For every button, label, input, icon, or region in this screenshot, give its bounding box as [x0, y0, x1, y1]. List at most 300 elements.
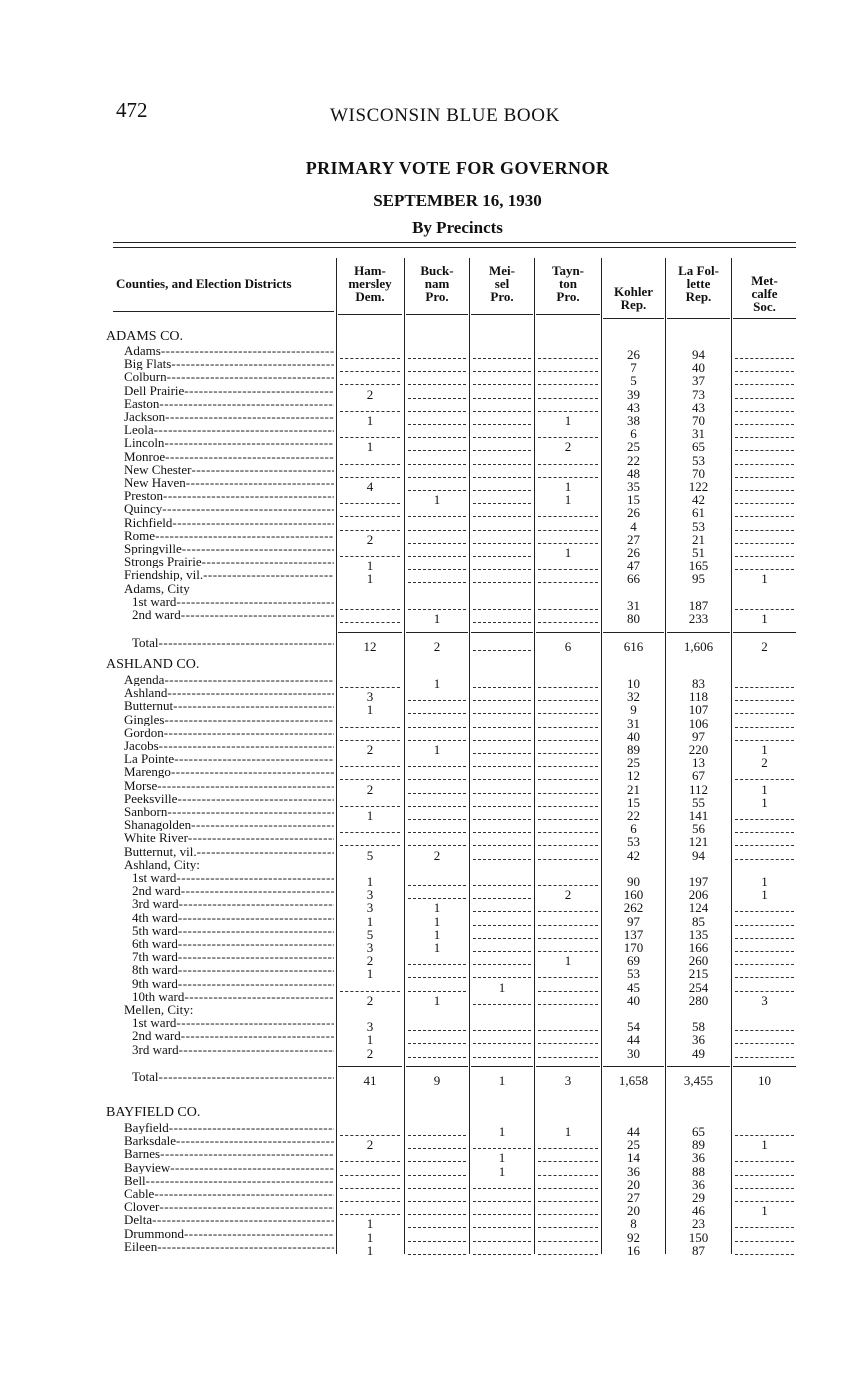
vote-cell: 25 [627, 755, 640, 771]
column-header-line: calfe [751, 286, 778, 301]
ward-label-text: 5th ward [132, 923, 178, 937]
vote-cell: 16 [627, 1242, 640, 1258]
vote-cell: 2 [366, 386, 374, 402]
vote-cell: 42 [692, 492, 705, 508]
vote-cell: 43 [692, 399, 705, 415]
vote-cell: 1 [564, 413, 572, 428]
empty-cell [408, 806, 466, 807]
district-label [124, 357, 334, 370]
empty-cell [473, 951, 531, 952]
empty-cell [538, 622, 598, 623]
district-label [124, 436, 334, 449]
empty-cell [473, 384, 531, 385]
district-label [124, 344, 334, 357]
vote-cell: 26 [627, 347, 640, 362]
district-label-text: Rome [124, 528, 156, 542]
vote-cell: 31 [692, 426, 705, 442]
empty-cell [340, 1135, 400, 1136]
district-label [124, 1200, 334, 1213]
district-label-text: Agenda [124, 673, 165, 686]
vote-cell: 54 [627, 1019, 640, 1035]
empty-cell [735, 977, 794, 978]
empty-cell [473, 398, 531, 399]
vote-cell: 35 [627, 479, 640, 494]
ward-label-text: 9th ward [132, 976, 178, 990]
vote-cell: 22 [627, 452, 640, 468]
district-label-text: Ashland [124, 686, 168, 700]
empty-cell [735, 464, 794, 465]
empty-cell [538, 411, 598, 412]
empty-cell [735, 700, 794, 701]
ward-label [132, 924, 334, 937]
vote-cell: 26 [627, 545, 640, 560]
vote-cell: 47 [627, 558, 640, 574]
city-header-text: Adams, City [124, 581, 190, 595]
district-label-text: La Pointe [124, 752, 175, 766]
empty-cell [735, 543, 794, 544]
empty-cell [538, 753, 598, 754]
empty-cell [408, 700, 466, 701]
vote-cell: 1 [564, 545, 572, 560]
district-label [124, 410, 334, 423]
vote-cell: 88 [692, 1163, 705, 1179]
district-label-text: Strongs Prairie [124, 555, 202, 569]
empty-cell [735, 411, 794, 412]
empty-cell [538, 819, 598, 820]
vote-cell: 2 [564, 439, 572, 455]
vote-cell: 137 [623, 926, 644, 942]
election-date: SEPTEMBER 16, 1930 [373, 191, 542, 210]
empty-cell [340, 832, 400, 833]
vote-cell: 1 [564, 953, 572, 969]
empty-cell [735, 569, 794, 570]
empty-cell [408, 569, 466, 570]
empty-cell [735, 398, 794, 399]
district-label-text: Colburn [124, 370, 167, 384]
district-label [124, 739, 334, 752]
empty-cell [340, 622, 400, 623]
vote-cell: 1 [761, 611, 768, 626]
district-label [124, 516, 334, 529]
district-label [124, 805, 334, 818]
empty-cell [538, 1227, 598, 1228]
vote-cell: 55 [692, 794, 705, 810]
vote-cell: 1 [433, 913, 441, 929]
empty-cell [340, 845, 400, 846]
vote-cell: 4 [630, 518, 637, 534]
empty-cell [538, 951, 598, 952]
total-cell: 6 [564, 639, 572, 654]
empty-cell [735, 925, 794, 926]
empty-cell [473, 1201, 531, 1202]
empty-cell [473, 793, 531, 794]
empty-cell [408, 556, 466, 557]
empty-cell [408, 793, 466, 794]
empty-cell [408, 1161, 466, 1162]
total-rule [406, 632, 468, 633]
column-header-line: Kohler [614, 284, 653, 299]
empty-cell [473, 1241, 531, 1242]
vote-cell: 36 [692, 1032, 705, 1048]
district-label [124, 476, 334, 489]
empty-cell [473, 530, 531, 531]
vote-cell: 1 [366, 874, 374, 889]
vote-cell: 30 [627, 1045, 640, 1061]
district-label [124, 792, 334, 805]
total-cell: 12 [363, 639, 377, 654]
vote-cell: 95 [692, 571, 705, 587]
vote-cell: 1 [761, 887, 768, 903]
district-label [124, 463, 334, 476]
vote-cell: 1 [761, 781, 768, 797]
vote-cell: 85 [692, 913, 705, 929]
empty-cell [408, 991, 466, 992]
vote-cell: 106 [688, 715, 709, 731]
empty-cell [538, 700, 598, 701]
district-label [124, 1240, 334, 1253]
vote-cell: 1 [761, 1137, 768, 1153]
ward-label [132, 1016, 334, 1029]
ward-label-text: 1st ward [132, 871, 177, 884]
empty-cell [735, 1030, 794, 1031]
empty-cell [538, 1201, 598, 1202]
empty-cell [735, 609, 794, 610]
empty-cell [473, 740, 531, 741]
empty-cell [473, 569, 531, 570]
district-label-text: Big Flats [124, 357, 172, 371]
empty-cell [735, 450, 794, 451]
empty-cell [735, 845, 794, 846]
total-rule [603, 632, 664, 633]
empty-cell [408, 464, 466, 465]
district-label [124, 1134, 334, 1147]
empty-cell [735, 556, 794, 557]
vote-cell: 3 [366, 1019, 374, 1035]
district-label-text: Bayfield [124, 1121, 169, 1134]
vote-cell: 51 [692, 545, 705, 560]
district-label [124, 673, 334, 686]
city-header [124, 582, 334, 595]
vote-cell: 23 [692, 1216, 705, 1232]
vote-cell: 49 [692, 1045, 705, 1061]
total-rule [471, 1066, 533, 1067]
vote-cell: 1 [498, 1163, 506, 1179]
empty-cell [408, 424, 466, 425]
empty-cell [538, 885, 598, 886]
empty-cell [473, 1057, 531, 1058]
empty-cell [473, 885, 531, 886]
empty-cell [408, 437, 466, 438]
empty-cell [735, 371, 794, 372]
empty-cell [473, 938, 531, 939]
ward-label-text: 3rd ward [132, 897, 179, 911]
vote-cell: 44 [627, 1124, 640, 1139]
vote-cell: 1 [366, 1032, 374, 1048]
district-label-text: Adams [124, 344, 161, 357]
empty-cell [735, 1188, 794, 1189]
vote-cell: 65 [692, 439, 705, 455]
column-header-line: Pro. [425, 289, 449, 304]
total-cell: 616 [623, 639, 644, 654]
empty-cell [735, 503, 794, 504]
district-label-text: Quincy [124, 502, 163, 516]
empty-cell [408, 384, 466, 385]
column-header-line: Tayn- [551, 263, 585, 278]
empty-cell [408, 1175, 466, 1176]
empty-cell [538, 1057, 598, 1058]
total-cell: 1,658 [618, 1073, 649, 1088]
district-label [124, 529, 334, 542]
vote-cell: 31 [627, 597, 640, 613]
district-label [124, 1147, 334, 1160]
empty-cell [735, 1135, 794, 1136]
district-label-text: Gordon [124, 725, 164, 739]
vote-cell: 1 [498, 1150, 506, 1166]
empty-cell [538, 1148, 598, 1149]
vote-cell: 124 [688, 900, 709, 916]
empty-cell [408, 398, 466, 399]
empty-cell [538, 1241, 598, 1242]
empty-cell [735, 1227, 794, 1228]
district-label-text: Leola [124, 423, 154, 437]
ward-label [132, 950, 334, 963]
empty-cell [340, 806, 400, 807]
vote-cell: 170 [623, 940, 644, 955]
district-label-text: Lincoln [124, 436, 165, 450]
empty-cell [340, 358, 400, 359]
empty-cell [735, 964, 794, 965]
total-cell: 1,606 [683, 639, 714, 654]
total-rule [733, 1066, 796, 1067]
empty-cell [408, 1188, 466, 1189]
empty-cell [473, 727, 531, 728]
vote-cell: 10 [627, 676, 640, 691]
ward-label-text: 6th ward [132, 937, 178, 950]
column-header-line: La Fol- [678, 263, 719, 278]
vote-cell: 37 [692, 373, 705, 389]
empty-cell [408, 779, 466, 780]
vote-cell: 1 [498, 1124, 506, 1139]
district-label [124, 397, 334, 410]
empty-cell [408, 885, 466, 886]
empty-cell [473, 490, 531, 491]
district-label-text: Delta [124, 1213, 153, 1227]
vote-cell: 58 [692, 1019, 705, 1035]
empty-cell [408, 898, 466, 899]
empty-cell [340, 503, 400, 504]
vote-cell: 1 [433, 940, 441, 955]
empty-cell [735, 713, 794, 714]
vote-cell: 1 [366, 913, 374, 929]
vote-cell: 3 [366, 940, 374, 955]
empty-cell [340, 991, 400, 992]
district-label [124, 384, 334, 397]
vote-cell: 1 [366, 439, 374, 455]
vote-cell: 1 [366, 1242, 374, 1258]
empty-cell [473, 650, 531, 651]
district-label-text: Gingles [124, 712, 165, 726]
district-label [124, 845, 334, 858]
district-label-text: Sanborn [124, 805, 168, 818]
vote-cell: 1 [366, 808, 374, 823]
empty-cell [538, 477, 598, 478]
empty-cell [538, 938, 598, 939]
empty-cell [340, 1161, 400, 1162]
empty-cell [340, 371, 400, 372]
empty-cell [473, 911, 531, 912]
empty-cell [473, 1043, 531, 1044]
empty-cell [408, 477, 466, 478]
empty-cell [408, 1241, 466, 1242]
district-label-text: Preston [124, 489, 163, 503]
vote-cell: 65 [692, 1124, 705, 1139]
empty-cell [538, 911, 598, 912]
vote-cell: 5 [366, 926, 374, 942]
county-name [106, 658, 334, 671]
vote-cell: 187 [688, 597, 709, 613]
vote-cell: 2 [366, 1045, 374, 1061]
vote-cell: 45 [627, 979, 640, 995]
subtitle: By Precincts [412, 218, 503, 237]
vote-cell: 1 [564, 479, 572, 494]
empty-cell [735, 859, 794, 860]
vote-cell: 1 [498, 979, 506, 995]
empty-cell [473, 516, 531, 517]
total-label [132, 636, 334, 649]
column-header-line: Rep. [620, 297, 647, 312]
total-rule [338, 1066, 402, 1067]
vote-cell: 56 [692, 821, 705, 837]
empty-cell [473, 609, 531, 610]
total-rule [603, 1066, 664, 1067]
vote-cell: 44 [627, 1032, 640, 1048]
empty-cell [408, 358, 466, 359]
column-header-line: sel [494, 276, 510, 291]
empty-cell [735, 1254, 794, 1255]
vote-cell: 32 [627, 689, 640, 705]
vote-cell: 2 [366, 992, 374, 1008]
vote-cell: 1 [433, 926, 441, 942]
vote-cell: 2 [366, 531, 374, 547]
vote-cell: 89 [627, 742, 640, 757]
vote-cell: 67 [692, 768, 705, 784]
empty-cell [538, 358, 598, 359]
vote-cell: 112 [688, 781, 709, 797]
empty-cell [408, 1148, 466, 1149]
vote-cell: 9 [630, 702, 637, 718]
county-name [106, 330, 334, 343]
empty-cell [538, 569, 598, 570]
district-label [124, 726, 334, 739]
empty-cell [473, 964, 531, 965]
empty-cell [408, 1135, 466, 1136]
empty-cell [538, 845, 598, 846]
vote-cell: 94 [692, 847, 705, 863]
vote-cell: 1 [564, 492, 572, 508]
empty-cell [735, 687, 794, 688]
empty-cell [473, 1148, 531, 1149]
empty-cell [473, 977, 531, 978]
vote-cell: 3 [366, 900, 374, 916]
column-header-line: Buck- [420, 263, 454, 278]
vote-cell: 53 [692, 452, 705, 468]
empty-cell [408, 450, 466, 451]
empty-cell [538, 371, 598, 372]
vote-cell: 66 [627, 571, 640, 587]
vote-cell: 7 [630, 360, 637, 376]
empty-cell [538, 1030, 598, 1031]
column-header-line: Rep. [685, 289, 712, 304]
empty-cell [735, 727, 794, 728]
vote-cell: 1 [366, 966, 374, 982]
empty-cell [538, 398, 598, 399]
vote-cell: 1 [366, 413, 374, 428]
vote-cell: 46 [692, 1203, 705, 1219]
vote-cell: 2 [366, 781, 374, 797]
vote-cell: 20 [627, 1176, 640, 1192]
vote-cell: 260 [688, 953, 709, 969]
ward-label [132, 937, 334, 950]
empty-cell [538, 859, 598, 860]
vote-cell: 141 [688, 808, 709, 823]
district-label [124, 818, 334, 831]
district-label-text: Clover [124, 1200, 160, 1214]
district-label-text: Drummond [124, 1226, 184, 1240]
vote-cell: 6 [630, 821, 637, 837]
vote-cell: 2 [433, 847, 441, 863]
district-label-text: New Haven [124, 476, 186, 489]
vote-cell: 40 [692, 360, 705, 376]
vote-cell: 166 [688, 940, 709, 955]
empty-cell [473, 411, 531, 412]
empty-cell [408, 582, 466, 583]
empty-cell [473, 1227, 531, 1228]
empty-cell [408, 371, 466, 372]
district-label-text: Barksdale [124, 1134, 176, 1148]
vote-cell: 4 [366, 479, 374, 494]
vote-cell: 15 [627, 492, 640, 508]
empty-cell [735, 991, 794, 992]
empty-cell [538, 516, 598, 517]
district-label-text: Shanagolden [124, 818, 192, 832]
vote-cell: 27 [627, 531, 640, 547]
empty-cell [340, 437, 400, 438]
vote-cell: 22 [627, 808, 640, 823]
total-cell: 41 [363, 1073, 377, 1088]
district-label-text: Butternut [124, 699, 174, 713]
ward-label-text: 2nd ward [132, 884, 181, 898]
county-name-text: ADAMS CO. [106, 330, 184, 343]
column-header-line: Met- [751, 273, 778, 288]
total-rule [338, 632, 402, 633]
district-label-text: Jackson [124, 410, 166, 423]
vote-cell: 39 [627, 386, 640, 402]
empty-cell [735, 1057, 794, 1058]
vote-cell: 3 [761, 992, 768, 1008]
vote-cell: 53 [627, 966, 640, 982]
district-label [124, 1213, 334, 1226]
empty-cell [473, 1214, 531, 1215]
empty-cell [340, 477, 400, 478]
district-label [124, 1121, 334, 1134]
vote-cell: 70 [692, 413, 705, 428]
district-label-text: Marengo [124, 765, 171, 779]
total-cell: 3 [564, 1073, 572, 1088]
vote-cell: 2 [564, 887, 572, 903]
total-label [132, 1070, 334, 1083]
vote-cell: 280 [688, 992, 709, 1008]
empty-cell [340, 609, 400, 610]
